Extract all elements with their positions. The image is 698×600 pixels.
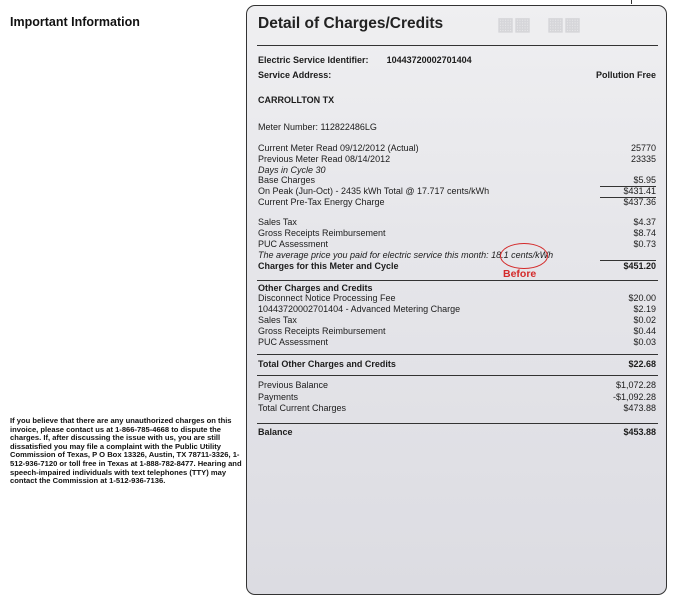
plan-name: Pollution Free — [595, 70, 656, 80]
row-label: PUC Assessment — [258, 337, 329, 347]
row-value: $20.00 — [628, 293, 656, 303]
section-divider — [257, 375, 658, 376]
row-label: 10443720002701404 - Advanced Metering Charge — [258, 304, 461, 314]
service-id-row — [258, 55, 656, 66]
advanced-metering-row — [258, 304, 656, 315]
page-corner-mark — [631, 0, 632, 4]
row-label: PUC Assessment — [258, 239, 329, 249]
row-label: Balance — [258, 427, 293, 437]
sales-tax-row — [258, 217, 656, 228]
average-price-note: The average price you paid for electric service this month: 18.1 cents/kWh — [258, 250, 554, 260]
current-charges-row — [258, 403, 656, 414]
highlight-circle — [500, 243, 548, 269]
row-value: $1,072.28 — [615, 380, 656, 390]
row-label: Sales Tax — [258, 217, 297, 227]
section-divider — [257, 423, 658, 424]
row-value: $437.36 — [623, 197, 656, 207]
watermark-mark: ▦▦ — [547, 14, 582, 34]
row-label: Sales Tax — [258, 315, 297, 325]
puc-assessment-row — [258, 239, 656, 250]
row-value: $0.44 — [633, 326, 656, 336]
payments-row — [258, 392, 656, 403]
other-gross-receipts-row — [258, 326, 656, 337]
pretax-row — [258, 197, 656, 208]
disconnect-fee-row — [258, 293, 656, 304]
service-city-row — [258, 95, 656, 106]
row-value: $0.73 — [633, 239, 656, 249]
row-value: $8.74 — [633, 228, 656, 238]
meter-total-row — [258, 261, 656, 272]
row-label: Days in Cycle 30 — [258, 165, 326, 175]
row-value: $0.03 — [633, 337, 656, 347]
on-peak-row — [258, 186, 656, 197]
row-value: $5.95 — [633, 175, 656, 185]
title-divider — [257, 45, 658, 46]
previous-balance-row — [258, 380, 656, 391]
row-label: Charges for this Meter and Cycle — [258, 261, 399, 271]
balance-row — [258, 427, 656, 438]
row-label: Current Pre-Tax Energy Charge — [258, 197, 385, 207]
gross-receipts-row — [258, 228, 656, 239]
row-label: Disconnect Notice Processing Fee — [258, 293, 396, 303]
row-value: $453.88 — [623, 427, 656, 437]
row-value: $431.41 — [623, 186, 656, 196]
service-address-row — [258, 70, 656, 81]
important-information-heading: Important Information — [10, 15, 140, 29]
before-annotation: Before — [503, 268, 537, 280]
row-value: 23335 — [630, 154, 656, 164]
row-label: Gross Receipts Reimbursement — [258, 228, 386, 238]
watermark-mark: ▦▦ — [497, 14, 532, 34]
row-value: $451.20 — [623, 261, 656, 271]
row-label: Base Charges — [258, 175, 316, 185]
other-sales-tax-row — [258, 315, 656, 326]
row-label: Total Current Charges — [258, 403, 347, 413]
current-read-row — [258, 143, 656, 154]
previous-read-row — [258, 154, 656, 165]
average-price-row — [258, 250, 656, 261]
charges-detail-panel — [246, 5, 667, 595]
section-divider — [257, 280, 658, 281]
row-value: $473.88 — [623, 403, 656, 413]
row-label: Previous Meter Read 08/14/2012 — [258, 154, 391, 164]
panel-title: Detail of Charges/Credits — [258, 15, 444, 32]
service-id-value: 10443720002701404 — [386, 55, 472, 65]
row-value: $4.37 — [633, 217, 656, 227]
row-label: Payments — [258, 392, 299, 402]
base-charges-row — [258, 175, 656, 186]
other-total-row — [258, 359, 656, 370]
service-address-label: Service Address: — [258, 70, 332, 80]
other-puc-row — [258, 337, 656, 348]
row-value: $22.68 — [628, 359, 656, 369]
row-label: Gross Receipts Reimbursement — [258, 326, 386, 336]
meter-number-row — [258, 122, 656, 133]
row-value: 25770 — [630, 143, 656, 153]
service-id-label: Electric Service Identifier: — [258, 55, 369, 65]
row-label: Previous Balance — [258, 380, 329, 390]
row-label: Total Other Charges and Credits — [258, 359, 396, 369]
service-city: CARROLLTON TX — [258, 95, 335, 105]
row-value: $0.02 — [633, 315, 656, 325]
meter-number: Meter Number: 112822486LG — [258, 122, 377, 132]
row-label: On Peak (Jun-Oct) - 2435 kWh Total @ 17.717 cents/kWh — [258, 186, 490, 196]
dispute-notice: If you believe that there are any unauthorized charges on this invoice, please contact us at 1-866-785-4668 to dispute the charges. If, after discussing the issue with us, you are still dissatisfied you may file a complaint with the Public Utility Commission of Texas, P O Box 13326, Austin, TX 78711-3326, 1-512-936-7120 or toll free in Texas at 1-888-782-8477. Hearing and speech-impaired individuals with text telephones (TTY) may contact the Commission at 1-512-936-7136. — [10, 416, 242, 486]
row-value: -$1,092.28 — [612, 392, 656, 402]
section-divider — [257, 354, 658, 355]
section-heading: Other Charges and Credits — [258, 283, 373, 293]
row-label: Current Meter Read 09/12/2012 (Actual) — [258, 143, 419, 153]
row-value: $2.19 — [633, 304, 656, 314]
